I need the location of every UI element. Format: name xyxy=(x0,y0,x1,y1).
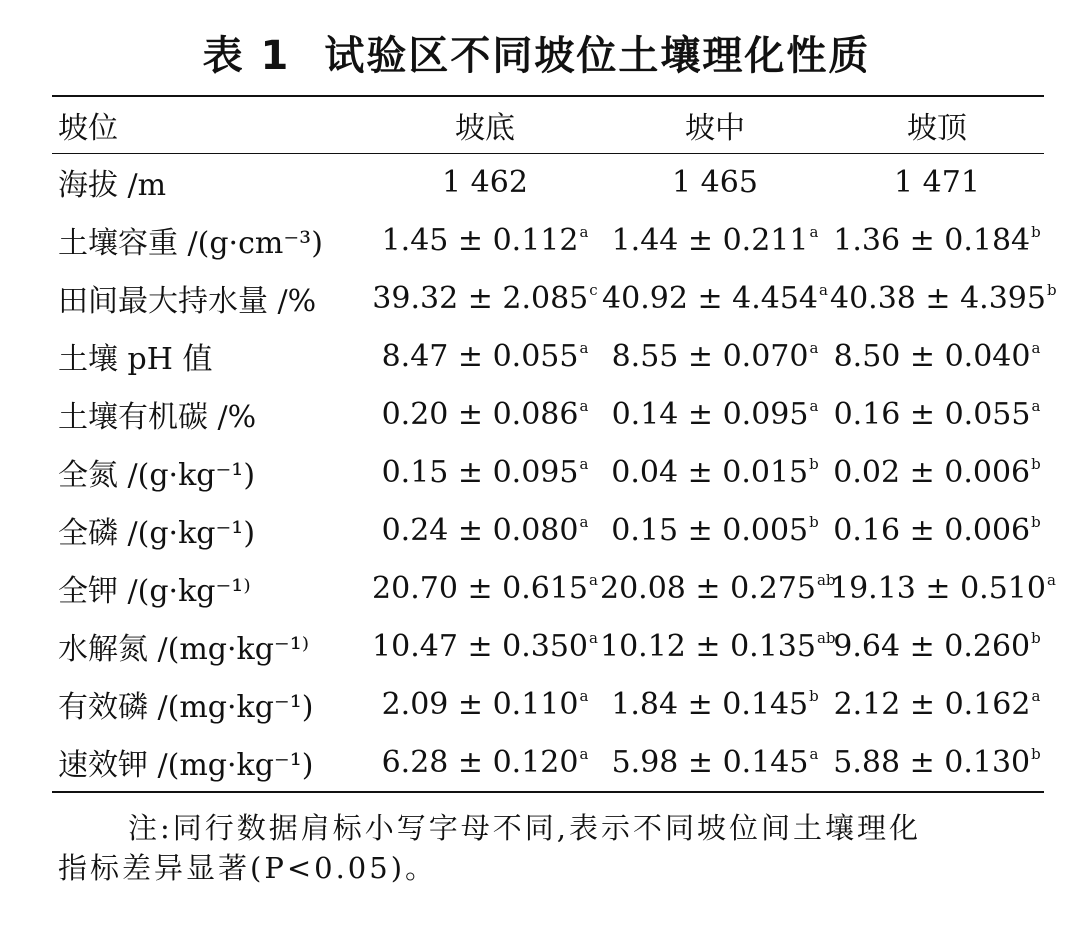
table-row xyxy=(52,443,1044,501)
significance-letter: a xyxy=(809,222,819,241)
cell-value: 1 465 xyxy=(672,164,758,200)
table-row xyxy=(52,617,1044,675)
table-row xyxy=(52,153,1044,211)
table-row xyxy=(52,269,1044,327)
significance-letter: a xyxy=(579,686,589,705)
significance-letter: c xyxy=(589,280,598,299)
row-label: 全磷 /(g·kg⁻¹) xyxy=(58,516,256,551)
table-cell xyxy=(600,617,836,675)
table-cell xyxy=(600,269,830,327)
table-cell xyxy=(830,327,1044,385)
cell-value: 20.70 ± 0.615 xyxy=(372,570,589,606)
table-cell xyxy=(600,327,830,385)
significance-letter: a xyxy=(589,628,598,647)
significance-letter: b xyxy=(1031,744,1041,763)
cell-value: 1 471 xyxy=(894,164,980,200)
table-cell xyxy=(370,733,600,791)
cell-value: 9.64 ± 0.260 xyxy=(833,628,1031,664)
header-slope-top: 坡顶 xyxy=(907,111,967,146)
table-cell xyxy=(600,443,830,501)
table-cell xyxy=(370,617,600,675)
row-label: 有效磷 /(mg·kg⁻¹) xyxy=(58,690,314,725)
significance-letter: a xyxy=(1031,686,1041,705)
table-cell xyxy=(830,385,1044,443)
table-row xyxy=(52,385,1044,443)
cell-value: 10.47 ± 0.350 xyxy=(372,628,589,664)
significance-letter: b xyxy=(1046,280,1057,299)
significance-letter: ab xyxy=(816,628,836,647)
cell-value: 2.09 ± 0.110 xyxy=(381,686,579,722)
table-number: 表 1 xyxy=(202,33,291,79)
table-cell xyxy=(600,675,830,733)
header-slope-position: 坡位 xyxy=(58,111,118,146)
table-cell xyxy=(830,617,1044,675)
cell-value: 19.13 ± 0.510 xyxy=(830,570,1046,606)
significance-letter: a xyxy=(579,512,589,531)
header-row xyxy=(52,97,1044,153)
table-cell xyxy=(370,443,600,501)
cell-value: 1.36 ± 0.184 xyxy=(833,222,1031,258)
cell-value: 40.92 ± 4.454 xyxy=(602,280,819,316)
table-row xyxy=(52,211,1044,269)
significance-letter: b xyxy=(1031,628,1041,647)
cell-value: 0.24 ± 0.080 xyxy=(381,512,579,548)
table-row xyxy=(52,501,1044,559)
bottom-rule xyxy=(52,791,1044,793)
row-label: 全氮 /(g·kg⁻¹) xyxy=(58,458,256,493)
table-cell xyxy=(830,675,1044,733)
table-cell xyxy=(830,501,1044,559)
significance-letter: b xyxy=(1031,222,1041,241)
significance-letter: ab xyxy=(816,570,836,589)
table-row xyxy=(52,559,1044,617)
table-cell xyxy=(370,153,600,211)
note-line-1 xyxy=(58,808,1044,848)
cell-value: 0.20 ± 0.086 xyxy=(381,396,579,432)
table-cell xyxy=(600,153,830,211)
header-slope-bottom: 坡底 xyxy=(455,111,515,146)
cell-value: 6.28 ± 0.120 xyxy=(381,744,579,780)
significance-letter: a xyxy=(579,454,589,473)
significance-letter: a xyxy=(579,396,589,415)
cell-value: 20.08 ± 0.275 xyxy=(600,570,816,606)
significance-letter: a xyxy=(1031,396,1041,415)
cell-value: 1.45 ± 0.112 xyxy=(381,222,579,258)
table-cell xyxy=(830,559,1056,617)
significance-letter: a xyxy=(589,570,598,589)
row-label: 水解氮 /(mg·kg⁻¹⁾ xyxy=(58,632,310,667)
significance-letter: b xyxy=(1031,454,1041,473)
cell-value: 0.16 ± 0.055 xyxy=(833,396,1031,432)
table-cell xyxy=(830,733,1044,791)
significance-letter: b xyxy=(809,512,819,531)
table-cell xyxy=(370,559,600,617)
cell-value: 1 462 xyxy=(442,164,528,200)
significance-letter: b xyxy=(1031,512,1041,531)
table-cell xyxy=(370,269,600,327)
table-row xyxy=(52,675,1044,733)
table-cell xyxy=(370,385,600,443)
cell-value: 40.38 ± 4.395 xyxy=(830,280,1046,316)
row-label: 土壤有机碳 /% xyxy=(58,400,257,435)
table-cell xyxy=(370,675,600,733)
significance-letter: a xyxy=(1031,338,1041,357)
significance-letter: a xyxy=(809,744,819,763)
significance-letter: a xyxy=(809,396,819,415)
cell-value: 10.12 ± 0.135 xyxy=(600,628,816,664)
row-label: 速效钾 /(mg·kg⁻¹) xyxy=(58,748,314,783)
row-label: 海拔 /m xyxy=(58,168,167,203)
note-text-1: 注:同行数据肩标小写字母不同,表示不同坡位间土壤理化 xyxy=(128,811,921,845)
cell-value: 8.55 ± 0.070 xyxy=(611,338,809,374)
significance-letter: a xyxy=(819,280,828,299)
table-cell xyxy=(830,269,1057,327)
table-cell xyxy=(600,501,830,559)
significance-letter: a xyxy=(579,338,589,357)
table-cell xyxy=(370,327,600,385)
table-caption: 试验区不同坡位土壤理化性质 xyxy=(324,33,871,79)
soil-properties-table xyxy=(52,97,1057,791)
cell-value: 0.15 ± 0.095 xyxy=(381,454,579,490)
cell-value: 8.50 ± 0.040 xyxy=(833,338,1031,374)
cell-value: 0.02 ± 0.006 xyxy=(833,454,1031,490)
significance-letter: a xyxy=(1046,570,1056,589)
cell-value: 2.12 ± 0.162 xyxy=(833,686,1031,722)
table-cell xyxy=(600,559,836,617)
cell-value: 1.44 ± 0.211 xyxy=(611,222,809,258)
table-cell xyxy=(600,385,830,443)
header-slope-middle: 坡中 xyxy=(685,111,745,146)
significance-letter: b xyxy=(809,454,819,473)
row-label: 田间最大持水量 /% xyxy=(58,284,317,319)
table-row xyxy=(52,733,1044,791)
table-cell xyxy=(830,211,1044,269)
table-cell xyxy=(830,153,1044,211)
table-cell xyxy=(370,211,600,269)
cell-value: 39.32 ± 2.085 xyxy=(372,280,589,316)
cell-value: 8.47 ± 0.055 xyxy=(381,338,579,374)
significance-letter: b xyxy=(809,686,819,705)
row-label: 土壤容重 /(g·cm⁻³) xyxy=(58,226,323,261)
table-cell xyxy=(600,733,830,791)
cell-value: 5.88 ± 0.130 xyxy=(833,744,1031,780)
cell-value: 0.14 ± 0.095 xyxy=(611,396,809,432)
note-line-2: 指标差异显著(P<0.05)。 xyxy=(58,851,438,885)
table-cell xyxy=(600,211,830,269)
cell-value: 0.15 ± 0.005 xyxy=(611,512,809,548)
table-row xyxy=(52,327,1044,385)
table-cell xyxy=(370,501,600,559)
table-body xyxy=(52,153,1057,791)
cell-value: 5.98 ± 0.145 xyxy=(611,744,809,780)
significance-letter: a xyxy=(579,744,589,763)
row-label: 土壤 pH 值 xyxy=(58,342,213,377)
significance-letter: a xyxy=(809,338,819,357)
significance-letter: a xyxy=(579,222,589,241)
row-label: 全钾 /(g·kg⁻¹⁾ xyxy=(58,574,251,609)
table-cell xyxy=(830,443,1044,501)
table-title xyxy=(0,24,1073,88)
cell-value: 0.04 ± 0.015 xyxy=(611,454,809,490)
table-note xyxy=(58,808,1044,888)
cell-value: 1.84 ± 0.145 xyxy=(611,686,809,722)
cell-value: 0.16 ± 0.006 xyxy=(833,512,1031,548)
